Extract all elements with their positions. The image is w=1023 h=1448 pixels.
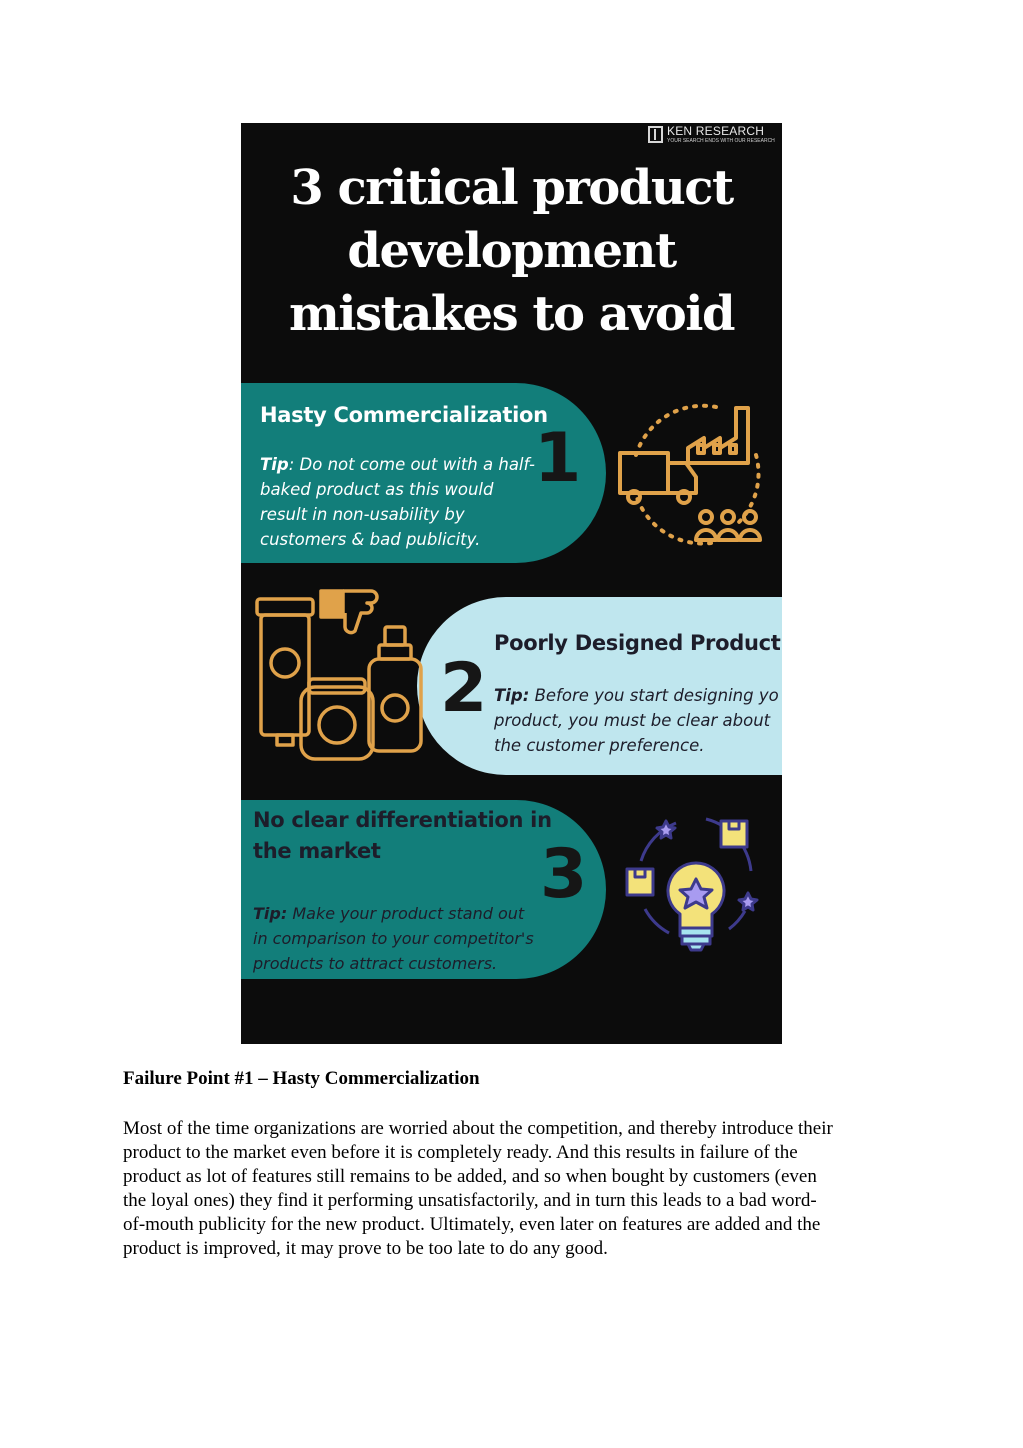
lightbulb-idea-icon	[621, 811, 761, 961]
mistake-1-tip: Tip: Do not come out with a half- baked product as this would result in non-usability by customers & bad publicity.	[260, 455, 535, 549]
mistake-3-panel	[241, 800, 606, 979]
logo-tagline: YOUR SEARCH ENDS WITH OUR RESEARCH	[667, 138, 775, 144]
mistake-2-number: 2	[440, 649, 488, 728]
tip-label: Tip:	[494, 686, 530, 705]
tip-label: Tip:	[253, 904, 288, 923]
mistake-1-number: 1	[534, 419, 582, 498]
section-heading: Failure Point #1 – Hasty Commercialization	[123, 1068, 480, 1089]
title-line: 3 critical product	[290, 160, 733, 216]
delivery-cycle-icon	[616, 395, 776, 550]
ken-research-logo	[648, 123, 782, 149]
logo-name: KEN RESEARCH	[667, 124, 765, 138]
mistake-3-title: No clear differentiation in the market	[253, 808, 552, 863]
mistake-1-title: Hasty Commercialization	[260, 403, 548, 427]
body-paragraph: Most of the time organizations are worried about the competition, and thereby introduce their product to the market even before it is completely ready. And this results in failure of the product as lot of features still remains to be added, and so when bought by customers (even the loyal ones) they find it performing unsatisfactorily, and in turn this leads to a bad word- of-mouth publicity for the new product. Ultimately, even later on features are added and the product is improved, it may prove to be too late to do any good.	[123, 1118, 833, 1259]
mistake-2-tip: Tip: Before you start designing yo product, you must be clear about the customer preference.	[494, 686, 779, 755]
mistake-2-title: Poorly Designed Product	[494, 631, 781, 655]
infographic	[241, 123, 782, 1044]
cosmetics-thumbs-down-icon	[253, 583, 423, 763]
title-line: development	[347, 223, 676, 279]
mistake-3-tip: Tip: Make your product stand out in comparison to your competitor's products to attract customers.	[253, 904, 534, 973]
logo-k-icon	[648, 126, 663, 143]
tip-label: Tip	[260, 455, 289, 474]
title-line: mistakes to avoid	[288, 286, 735, 342]
infographic-title	[241, 157, 782, 346]
mistake-3-number: 3	[540, 835, 588, 914]
mistake-1-panel	[241, 383, 606, 563]
